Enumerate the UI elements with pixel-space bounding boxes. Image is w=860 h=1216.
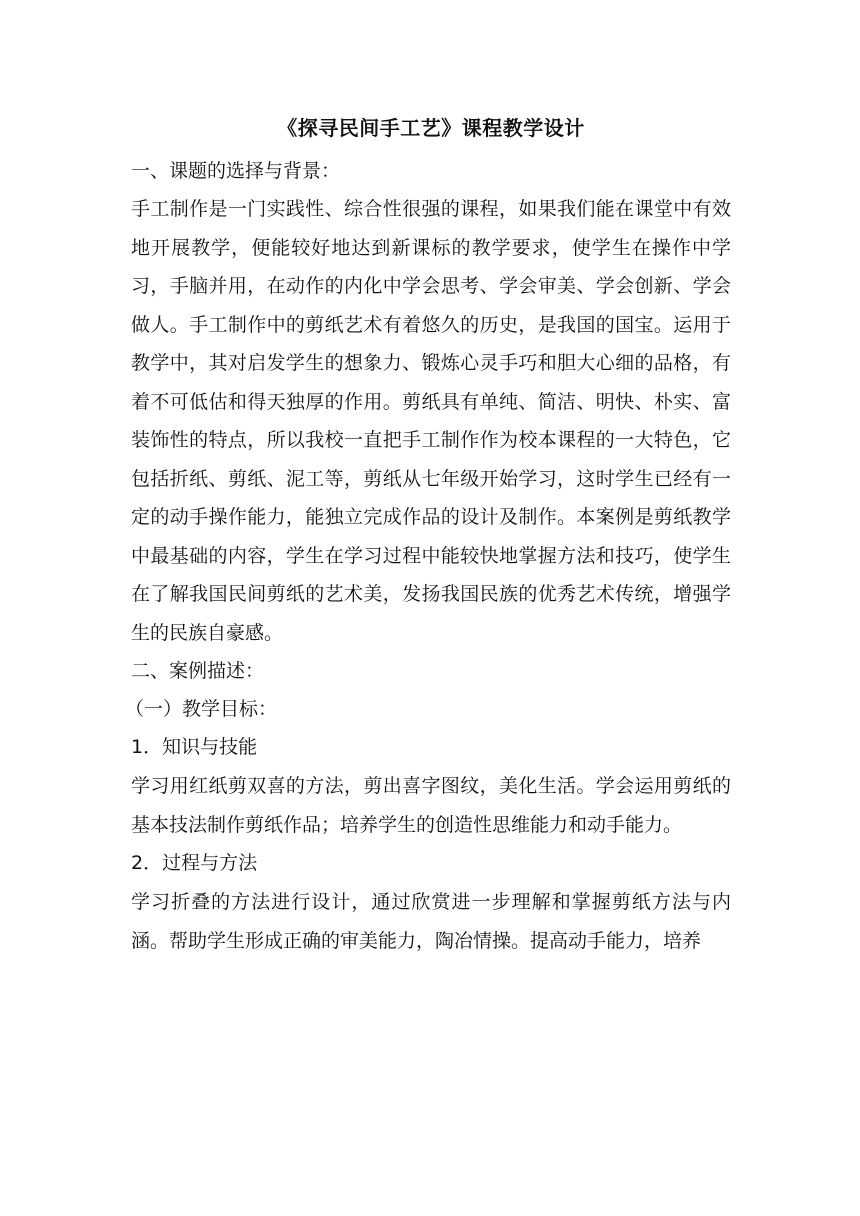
section-2-heading: 二、案例描述： <box>131 660 265 682</box>
teaching-goals-heading: （一）教学目标： <box>125 698 278 720</box>
goal-1-paragraph: 学习用红纸剪双喜的方法，剪出喜字图纹，美化生活。学会运用剪纸的基本技法制作剪纸作品；培养学生的创造性思维能力和动手能力。 <box>131 775 731 836</box>
document-title: 《探寻民间手工艺》课程教学设计 <box>277 116 585 140</box>
goal-2-heading: 2．过程与方法 <box>131 852 258 874</box>
section-1-heading: 一、课题的选择与背景： <box>131 160 341 182</box>
goal-1-heading: 1．知识与技能 <box>131 736 258 758</box>
document-page <box>125 104 731 960</box>
goal-2-paragraph: 学习折叠的方法进行设计，通过欣赏进一步理解和掌握剪纸方法与内涵。帮助学生形成正确的审美能力，陶冶情操。提高动手能力，培养 <box>131 891 731 952</box>
section-1-paragraph: 手工制作是一门实践性、综合性很强的课程，如果我们能在课堂中有效地开展教学，便能较好地达到新课标的教学要求，使学生在操作中学习，手脑并用，在动作的内化中学会思考、学会审美、学会创新、学会做人。手工制作中的剪纸艺术有着悠久的历史，是我国的国宝。运用于教学中，其对启发学生的想象力、锻炼心灵手巧和胆大心细的品格，有着不可低估和得天独厚的作用。剪纸具有单纯、简洁、明快、朴实、富装饰性的特点，所以我校一直把手工制作作为校本课程的一大特色，它包括折纸、剪纸、泥工等，剪纸从七年级开始学习，这时学生已经有一定的动手操作能力，能独立完成作品的设计及制作。本案例是剪纸教学中最基础的内容，学生在学习过程中能较快地掌握方法和技巧，使学生在了解我国民间剪纸的艺术美，发扬我国民族的优秀艺术传统，增强学生的民族自豪感。 <box>131 198 731 644</box>
